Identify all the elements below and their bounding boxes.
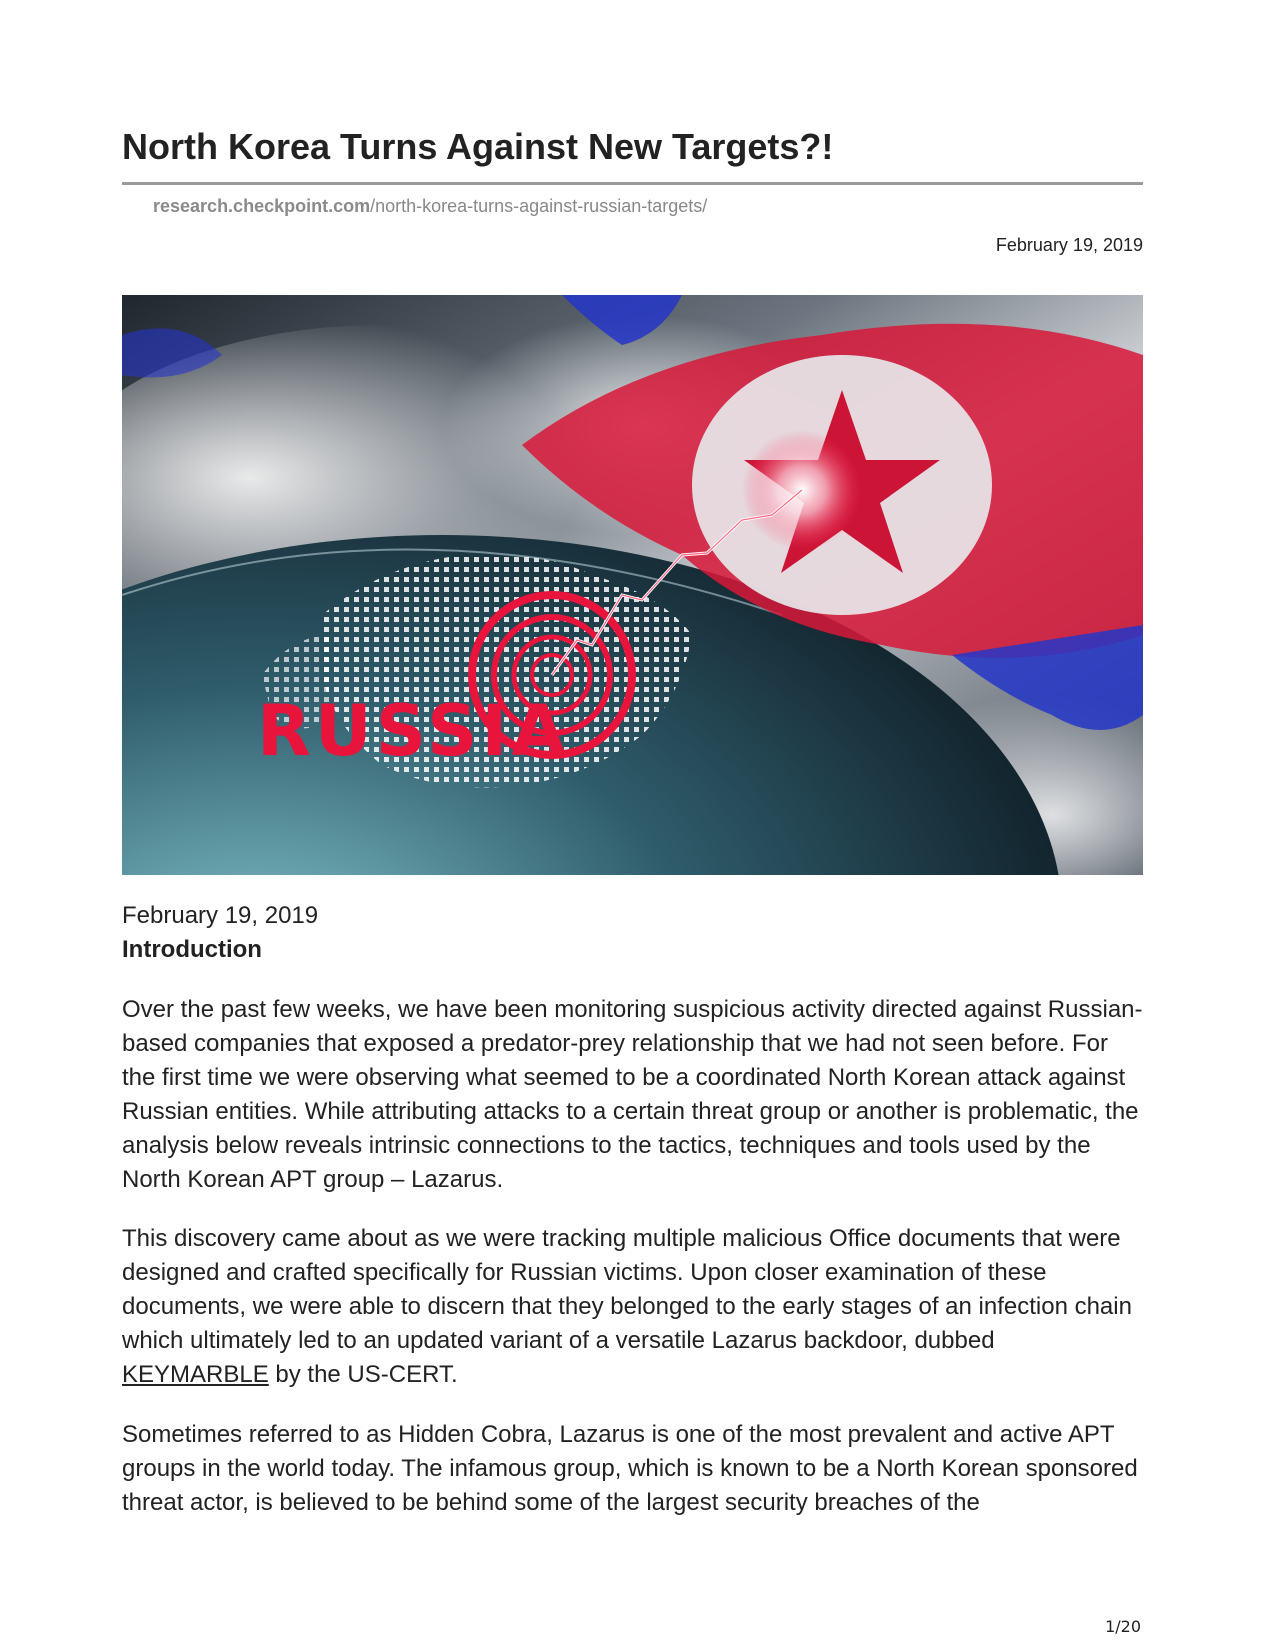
header-date: February 19, 2019 (995, 235, 1143, 255)
paragraph-2-before-link: This discovery came about as we were tracking multiple malicious Office documents that were designed and crafted specifically for Russian victims. Upon closer examination of these documents, we were able to discern that they belonged to the early stages of an infection chain which ultimately led to an updated variant of a versatile Lazarus backdoor, dubbed (122, 1225, 1132, 1354)
article-title: North Korea Turns Against New Targets?! (122, 126, 834, 167)
page-number: 1/20 (1105, 1617, 1141, 1636)
source-url[interactable] (153, 196, 707, 217)
paragraph-1: Over the past few weeks, we have been monitoring suspicious activity directed against Russian-based companies that exposed a predator-prey relationship that we had not seen before. For the first time we were observing what seemed to be a coordinated North Korean attack against Russian entities. While attributing attacks to a certain threat group or another is problematic, the analysis below reveals intrinsic connections to the tactics, techniques and tools used by the North Korean APT group – Lazarus. (122, 996, 1143, 1193)
keymarble-link[interactable]: KEYMARBLE (122, 1361, 269, 1388)
hero-word: RUSSIA (257, 690, 570, 772)
hero-image (122, 295, 1143, 875)
source-domain: research.checkpoint.com (153, 196, 371, 216)
intro-heading: Introduction (122, 936, 262, 963)
paragraph-2-after-link: by the US-CERT. (268, 1361, 458, 1388)
source-path: /north-korea-turns-against-russian-targets/ (370, 196, 708, 216)
body-date: February 19, 2019 (122, 902, 319, 929)
title-divider (122, 182, 1143, 185)
hero-illustration (122, 295, 1143, 875)
paragraph-2 (122, 1222, 1143, 1392)
paragraph-3: Sometimes referred to as Hidden Cobra, Lazarus is one of the most prevalent and active APT groups in the world today. The infamous group, which is known to be a North Korean sponsored threat actor, is believed to be behind some of the largest security breaches of the (122, 1421, 1138, 1516)
